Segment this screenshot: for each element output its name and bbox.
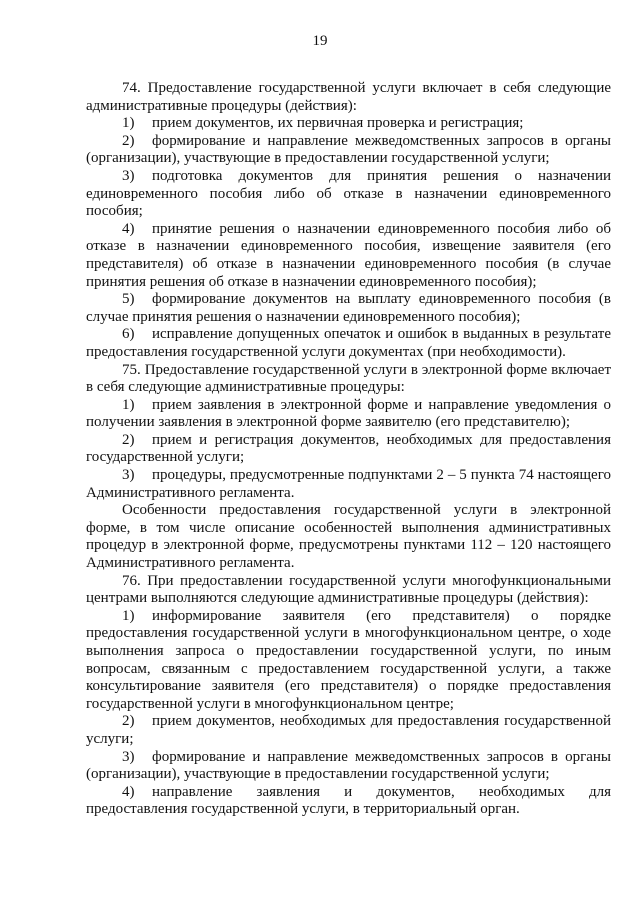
list-item-number: 1): [122, 607, 135, 624]
list-item-text: формирование документов на выплату единовременного пособия (в случае принятия решения о назначении единовременного пособия);: [86, 291, 611, 325]
list-item-number: 4): [122, 220, 135, 237]
list-item-number: 2): [122, 713, 135, 730]
list-item-number: 3): [122, 167, 135, 184]
list-item: [86, 133, 611, 168]
list-item-text: прием документов, их первичная проверка и регистрация;: [152, 115, 524, 132]
list-item: [86, 115, 611, 133]
paragraph-electronic-features: Особенности предоставления государственной услуги в электронной форме, в том числе описание особенностей выполнения административных процедур в электронной форме, предусмотрены пунктами 112 – 120 настоящего Административного регламента.: [86, 502, 611, 572]
paragraph-75: 75. Предоставление государственной услуги в электронной форме включает в себя следующие административные процедуры:: [86, 361, 611, 396]
list-item-text: формирование и направление межведомственных запросов в органы (организации), участвующие в предоставлении государственной услуги;: [86, 132, 611, 167]
list-item: [86, 784, 611, 819]
list-item-text: направление заявления и документов, необходимых для предоставления государственной услуги, в территориальный орган.: [86, 783, 611, 818]
list-item-number: 2): [122, 132, 135, 149]
list-item: [86, 221, 611, 291]
list-item-number: 3): [122, 748, 135, 765]
list-item-number: 5): [122, 291, 135, 308]
list-item-text: прием документов, необходимых для предоставления государственной услуги;: [86, 713, 611, 747]
list-item-text: прием и регистрация документов, необходимых для предоставления государственной услуги;: [86, 431, 611, 466]
list-item: [86, 397, 611, 432]
list-item: [86, 608, 611, 714]
list-item-number: 2): [122, 431, 135, 448]
list-item-text: процедуры, предусмотренные подпунктами 2 – 5 пункта 74 настоящего Административного регламента.: [86, 467, 611, 501]
list-item-number: 6): [122, 326, 135, 343]
list-item-text: прием заявления в электронной форме и направление уведомления о получении заявления в электронной форме заявителю (его представителю);: [86, 396, 611, 431]
paragraph-74: 74. Предоставление государственной услуги включает в себя следующие административные процедуры (действия):: [86, 80, 611, 114]
list-item: [86, 291, 611, 326]
list-item-text: информирование заявителя (его представителя) о порядке предоставления государственной услуги в многофункциональном центре, о ходе выполнения запроса о предоставлении государственной услуги, по иным вопросам, связанным с предоставлением государственной услуги, а также консультирование заявителя (его представителя) о порядке предоставления государственной услуги в многофункциональном центре;: [86, 607, 611, 712]
list-item: [86, 467, 611, 502]
list-item-number: 3): [122, 467, 135, 484]
document-body: [86, 80, 611, 819]
list-item-text: исправление допущенных опечаток и ошибок в выданных в результате предоставления государственной услуги документах (при необходимости).: [86, 326, 611, 360]
list-item-text: принятие решения о назначении единовременного пособия либо об отказе в назначении единовременного пособия, извещение заявителя (его представителя) об отказе в назначении единовременного пособия (в случае принятия решения об отказе в назначении единовременного пособия);: [86, 220, 611, 290]
list-item-number: 1): [122, 396, 135, 413]
list-item: [86, 713, 611, 748]
list-item-text: подготовка документов для принятия решения о назначении единовременного пособия либо об отказе в назначении единовременного пособия;: [86, 167, 611, 220]
list-item: [86, 168, 611, 221]
paragraph-76: 76. При предоставлении государственной услуги многофункциональными центрами выполняются следующие административные процедуры (действия):: [86, 572, 611, 607]
list-item-text: формирование и направление межведомственных запросов в органы (организации), участвующие в предоставлении государственной услуги;: [86, 748, 611, 783]
list-item-number: 4): [122, 783, 135, 800]
list-item: [86, 749, 611, 784]
page-number: 19: [312, 33, 328, 49]
list-item-number: 1): [122, 115, 135, 132]
list-item: [86, 326, 611, 361]
list-item: [86, 432, 611, 467]
